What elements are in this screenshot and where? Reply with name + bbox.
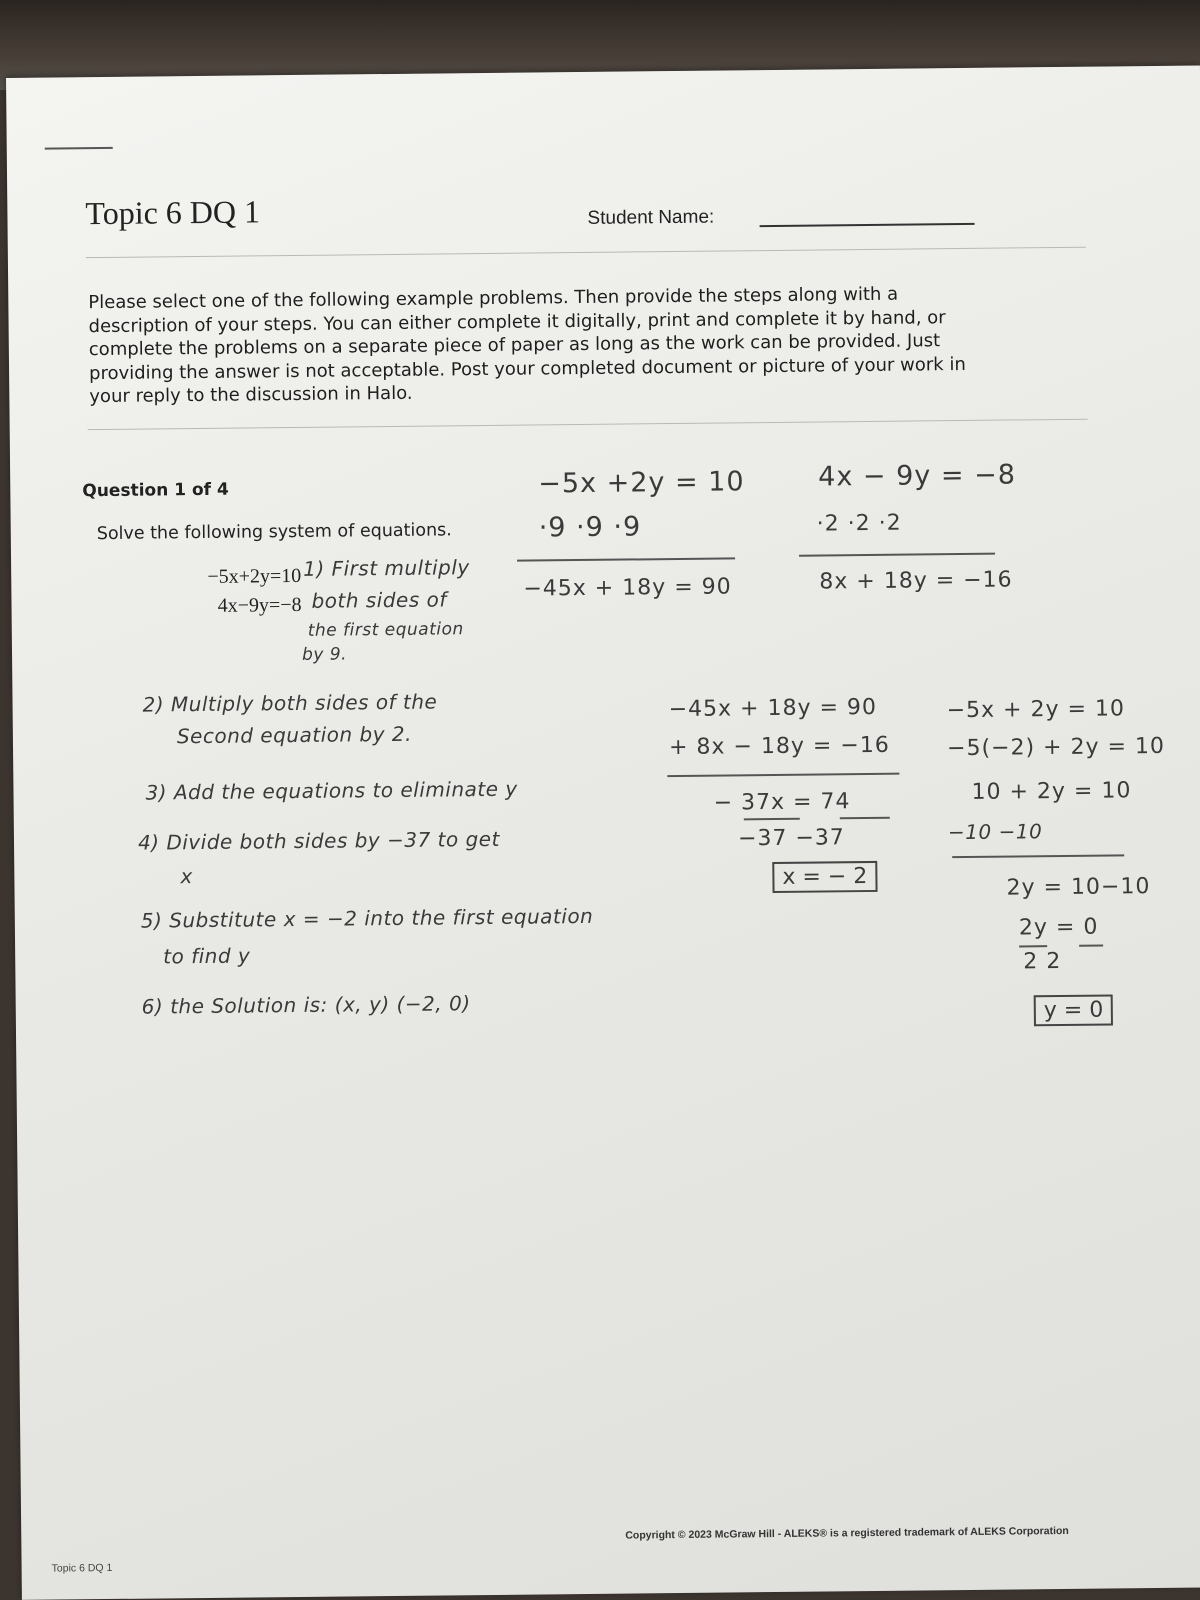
subst-divisors: 2 2 bbox=[1023, 948, 1062, 975]
subst-fraction-bar-left bbox=[1019, 945, 1047, 947]
student-name-blank bbox=[760, 223, 975, 227]
step-4-line-1: 4) Divide both sides by −37 to get bbox=[137, 826, 501, 855]
step-5-line-1: 5) Substitute x = −2 into the first equation bbox=[140, 903, 594, 933]
page-footer-label: Topic 6 DQ 1 bbox=[51, 1561, 113, 1575]
work-eq2-original: 4x − 9y = −8 bbox=[818, 459, 1017, 493]
divider-top bbox=[86, 247, 1086, 258]
elim-line-1: −45x + 18y = 90 bbox=[668, 694, 878, 723]
student-name-label: Student Name: bbox=[587, 206, 715, 229]
elim-rule bbox=[667, 773, 899, 777]
equation-1: −5x+2y=10 bbox=[207, 564, 302, 588]
elim-divisors: −37 −37 bbox=[737, 825, 845, 852]
step-2-line-2: Second equation by 2. bbox=[176, 721, 413, 749]
corner-mark bbox=[45, 147, 113, 150]
elim-line-2: + 8x − 18y = −16 bbox=[668, 732, 890, 761]
subst-line-1: −5x + 2y = 10 bbox=[946, 696, 1126, 724]
step-2-line-1: 2) Multiply both sides of the bbox=[142, 689, 438, 717]
y-answer-box: y = 0 bbox=[1034, 994, 1114, 1026]
subst-line-3: 10 + 2y = 10 bbox=[971, 778, 1132, 805]
question-header: Question 1 of 4 bbox=[82, 479, 229, 502]
x-answer-box: x = − 2 bbox=[772, 861, 877, 893]
document-title: Topic 6 DQ 1 bbox=[85, 193, 261, 232]
subst-line-2: −5(−2) + 2y = 10 bbox=[946, 733, 1166, 762]
equation-system bbox=[153, 562, 302, 622]
instructions-paragraph: Please select one of the following example problems. Then provide the steps along with a description of your steps. You can either complete it digitally, print and complete it by hand, or complete the problems on a separate piece of paper as long as the work can be provided. Just providing the answer is not acceptable. Post your completed document or picture of your work in your reply to the discussion in Halo. bbox=[88, 283, 966, 408]
subst-line-5: 2y = 10−10 bbox=[1006, 874, 1151, 901]
subst-rule bbox=[952, 854, 1124, 858]
worksheet-page bbox=[6, 65, 1200, 1599]
step-3: 3) Add the equations to eliminate y bbox=[145, 776, 518, 805]
equation-2: 4x−9y=−8 bbox=[217, 593, 302, 617]
step-1-line-4: by 9. bbox=[301, 644, 348, 665]
elim-fraction-bar-left bbox=[744, 818, 800, 821]
elim-fraction-bar-right bbox=[840, 817, 890, 820]
question-prompt: Solve the following system of equations. bbox=[96, 520, 452, 545]
step-1-line-1: 1) First multiply bbox=[303, 555, 470, 581]
step-6-solution: 6) the Solution is: (x, y) (−2, 0) bbox=[141, 991, 471, 1019]
step-1-line-3: the first equation bbox=[307, 619, 464, 641]
work-eq1-original: −5x +2y = 10 bbox=[538, 466, 745, 500]
work-eq1-result: −45x + 18y = 90 bbox=[523, 574, 732, 602]
divider-middle bbox=[88, 419, 1088, 430]
work-eq1-rule bbox=[517, 557, 735, 561]
subst-line-6: 2y = 0 bbox=[1018, 914, 1099, 941]
subst-line-4: −10 −10 bbox=[947, 819, 1043, 845]
work-eq2-result: 8x + 18y = −16 bbox=[819, 567, 1013, 595]
work-eq1-multiplier: ·9 ·9 ·9 bbox=[538, 511, 642, 544]
step-5-line-2: to find y bbox=[163, 943, 251, 969]
elim-sum: − 37x = 74 bbox=[713, 789, 851, 816]
work-eq2-multiplier: ·2 ·2 ·2 bbox=[816, 510, 902, 537]
copyright-notice: Copyright © 2023 McGraw Hill - ALEKS® is a registered trademark of ALEKS Corporation bbox=[625, 1524, 1069, 1542]
step-4-line-2: x bbox=[180, 864, 193, 889]
step-1-line-2: both sides of bbox=[311, 587, 447, 613]
work-eq2-rule bbox=[799, 553, 995, 557]
subst-fraction-bar-right bbox=[1079, 945, 1103, 947]
